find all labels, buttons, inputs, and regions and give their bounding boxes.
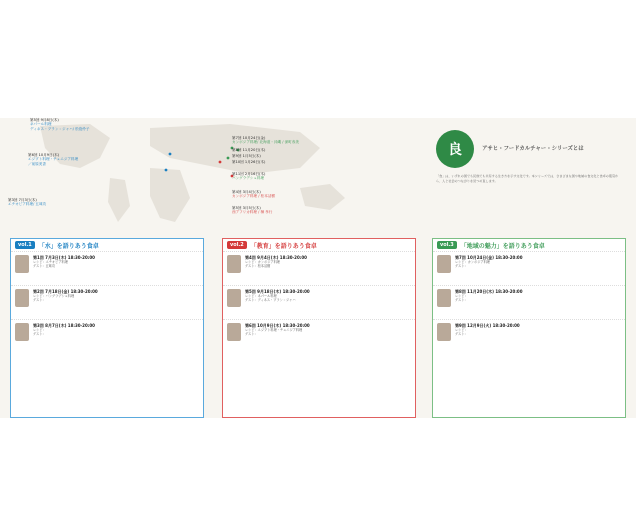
pin-line: エジプト料理・チュニジア料理	[28, 157, 79, 162]
session-date: 第4回 9月4日(木) 18:30-20:00	[245, 255, 307, 260]
panel-head	[433, 239, 625, 251]
session-row	[433, 285, 625, 319]
pin-date: 第11回 2月16日(木)	[232, 172, 266, 176]
session-row	[433, 251, 625, 285]
panel-head	[11, 239, 203, 251]
session-guest: ゲスト：五味功	[33, 264, 56, 268]
session-date: 第3回 8月7日(木) 18:30-20:00	[33, 323, 95, 328]
map-pin-label	[232, 160, 265, 164]
pin-date: 第5回 3月5日(木)	[232, 206, 261, 210]
guest-photo	[15, 323, 29, 341]
session-row	[223, 285, 415, 319]
pin-date: 第8回 11月20日(木)	[232, 148, 266, 152]
session-body	[33, 255, 199, 282]
pin-line: カンボジア料理/ 北海道・沖縄 / 深町寿美	[232, 140, 299, 145]
pin-date: 第9回 1月5日(木)	[232, 154, 261, 158]
session-row	[11, 285, 203, 319]
session-body	[455, 255, 621, 282]
session-recipe: レシピ：エジプト料理・チュニジア料理	[245, 328, 303, 332]
session-body	[245, 255, 411, 282]
guest-photo	[15, 289, 29, 307]
session-recipe: レシピ：カンボジア料理	[455, 260, 490, 264]
pin-date: 第6回 10月9日(木)	[28, 153, 60, 157]
panel-head	[223, 239, 415, 251]
session-row	[223, 251, 415, 285]
map-pin-label	[28, 153, 78, 166]
volume-panel	[432, 238, 626, 418]
guest-photo	[15, 255, 29, 273]
about-text: 「食」は、いずれの国でも民族でも共有する生き方を示す文化です。本シリーズでは、さまざまな国や地域の食文化と食卓の風景から、人と社会のつながりを見つめ直します。	[436, 174, 619, 183]
session-guest: ゲスト：	[245, 332, 258, 336]
session-date: 第8回 11月20日(木) 18:30-20:00	[455, 289, 523, 294]
session-date: 第6回 10月9日(木) 18:30-20:00	[245, 323, 310, 328]
volume-tag: vol.2	[227, 241, 247, 249]
pin-line: バングラデシュ料理	[232, 176, 265, 181]
session-guest: ゲスト：松本活樹	[245, 264, 271, 268]
volume-tag: vol.3	[437, 241, 457, 249]
session-guest: ゲスト：	[455, 332, 468, 336]
session-recipe: レシピ：	[455, 328, 468, 332]
session-recipe: レシピ：バングラデシュ料理	[33, 294, 75, 298]
panel-title: 「水」を語りあう食卓	[38, 242, 99, 250]
map-pin-label	[232, 190, 275, 199]
session-guest: ゲスト：	[455, 264, 468, 268]
volume-panel	[222, 238, 416, 418]
session-body	[33, 323, 199, 350]
map-pin-label	[232, 136, 299, 145]
guest-photo	[437, 289, 451, 307]
pin-date: 第5回 9月8日(木)	[30, 118, 59, 122]
map-pin-label	[232, 206, 272, 215]
map-pin-label	[232, 148, 265, 152]
pin-date: 第3回 7月3日(木)	[8, 198, 37, 202]
session-body	[245, 323, 411, 350]
volume-tag: vol.1	[15, 241, 35, 249]
session-body	[245, 289, 411, 316]
session-date: 第1回 7月3日(木) 18:30-20:00	[33, 255, 95, 260]
session-body	[455, 289, 621, 316]
session-recipe: レシピ：エチオピア料理	[33, 260, 68, 264]
guest-photo	[227, 255, 241, 273]
session-recipe: レシピ：カンボジア料理	[245, 260, 280, 264]
series-about	[432, 126, 628, 230]
session-row	[11, 251, 203, 285]
session-date: 第5回 9月18日(木) 18:30-20:00	[245, 289, 310, 294]
pin-line: 西アフリカ料理 / 榊 孝行	[232, 210, 273, 215]
session-row	[11, 319, 203, 353]
pin-date: 第10回 1月26日(木)	[232, 160, 266, 164]
session-guest: ゲスト：	[33, 332, 46, 336]
session-body	[455, 323, 621, 350]
session-guest: ゲスト：ディネス・プラン゠ジャハ	[245, 298, 296, 302]
pin-line: ディネス・プラン゠ジャハ/ 松島伶子	[30, 126, 90, 131]
session-row	[223, 319, 415, 353]
session-recipe: レシピ：	[33, 328, 46, 332]
world-map	[0, 118, 420, 230]
about-title: アサヒ・フードカルチャー・シリーズとは	[482, 146, 584, 152]
panel-title: 「地域の魅力」を語りあう食卓	[460, 242, 545, 250]
pin-line: ／前原美香	[28, 161, 46, 166]
guest-photo	[437, 323, 451, 341]
session-body	[33, 289, 199, 316]
pin-date: 第7回 10月24日(金)	[232, 136, 266, 140]
session-recipe: レシピ：	[455, 294, 468, 298]
pin-line: カンボジア料理 / 松本活樹	[232, 194, 276, 199]
map-pin-label	[232, 154, 261, 158]
map-pin-label	[8, 198, 46, 207]
guest-photo	[227, 323, 241, 341]
session-date: 第9回 12月9日(火) 18:30-20:00	[455, 323, 520, 328]
session-recipe: レシピ：ネパール料理	[245, 294, 277, 298]
session-date: 第7回 10月24日(金) 18:30-20:00	[455, 255, 523, 260]
guest-photo	[437, 255, 451, 273]
map-pin-label	[232, 172, 265, 181]
session-guest: ゲスト：	[33, 298, 46, 302]
pin-line: ネパール料理	[30, 122, 52, 127]
pin-line: エチオピア料理/ 五味功	[8, 202, 47, 207]
guest-photo	[227, 289, 241, 307]
pin-date: 第4回 3月4日(木)	[232, 190, 261, 194]
session-row	[433, 319, 625, 353]
volume-panel	[10, 238, 204, 418]
session-date: 第2回 7月18日(金) 18:30-20:00	[33, 289, 98, 294]
panel-title: 「教育」を語りあう食卓	[250, 242, 317, 250]
session-guest: ゲスト：	[455, 298, 468, 302]
series-badge: 良	[436, 130, 474, 168]
map-pin-label	[30, 118, 90, 131]
